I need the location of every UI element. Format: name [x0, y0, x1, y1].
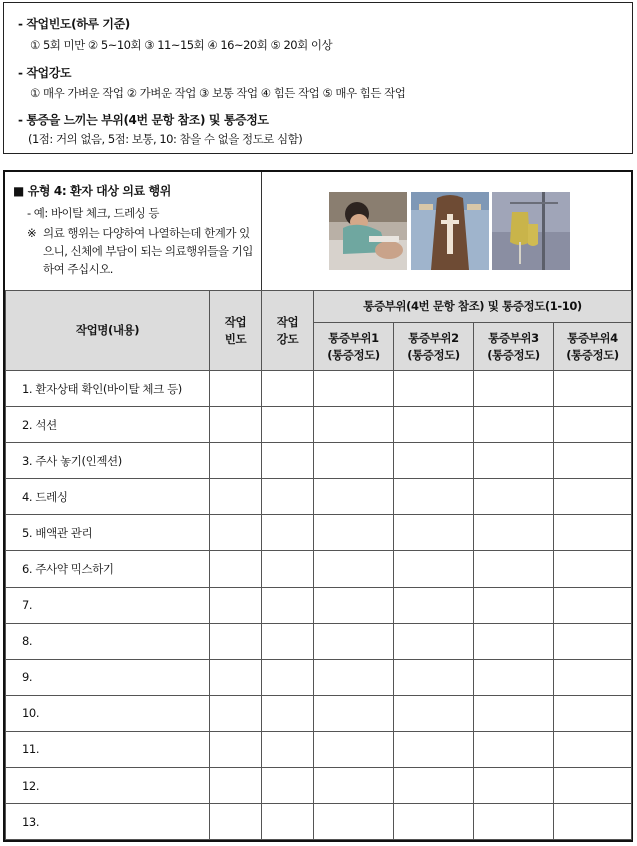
task-name-cell: 9. — [6, 659, 210, 695]
pain-info-heading: - 통증을 느끼는 부위(4번 문항 참조) 및 통증정도 — [18, 113, 269, 127]
table-row — [6, 443, 632, 479]
task-name-cell: 1. 환자상태 확인(바이탈 체크 등) — [6, 371, 210, 407]
pain-group-header: 통증부위(4번 문항 참조) 및 통증정도(1-10) — [314, 291, 632, 323]
pain-site-4-cell[interactable] — [554, 371, 632, 407]
task-name-cell: 5. 배액관 관리 — [6, 515, 210, 551]
work-frequency-options: ① 5회 미만 ② 5~10회 ③ 11~15회 ④ 16~20회 ⑤ 20회 이상 — [30, 38, 333, 52]
table-row — [6, 768, 632, 804]
pain-site-4-cell[interactable] — [554, 623, 632, 659]
pain-site-4-cell[interactable] — [554, 443, 632, 479]
pain-site-2-cell[interactable] — [394, 407, 474, 443]
survey-instructions-box — [3, 2, 633, 154]
frequency-cell[interactable] — [210, 768, 262, 804]
table-row — [6, 695, 632, 731]
pain-site-2-cell[interactable] — [394, 695, 474, 731]
frequency-cell[interactable] — [210, 804, 262, 840]
type-title-text: 유형 4: 환자 대상 의료 행위 — [27, 184, 171, 198]
task-name-cell: 12. — [6, 768, 210, 804]
pain-site-1-cell[interactable] — [314, 587, 394, 623]
pain-site-2-header: 통증부위2 (통증정도) — [394, 323, 474, 371]
pain-site-3-cell[interactable] — [474, 623, 554, 659]
pain-site-1-cell[interactable] — [314, 768, 394, 804]
pain-site-1-cell[interactable] — [314, 443, 394, 479]
table-row — [6, 731, 632, 767]
pain-site-2-cell[interactable] — [394, 551, 474, 587]
pain-site-3-cell[interactable] — [474, 371, 554, 407]
note-mark-icon: ※ — [27, 226, 37, 240]
frequency-cell[interactable] — [210, 695, 262, 731]
task-name-cell: 7. — [6, 587, 210, 623]
pain-site-2-cell[interactable] — [394, 443, 474, 479]
pain-site-3-cell[interactable] — [474, 659, 554, 695]
pain-site-4-cell[interactable] — [554, 587, 632, 623]
intensity-cell[interactable] — [262, 515, 314, 551]
pain-site-3-cell[interactable] — [474, 804, 554, 840]
intensity-cell[interactable] — [262, 695, 314, 731]
medical-procedure-survey-table — [3, 170, 633, 842]
intensity-cell[interactable] — [262, 731, 314, 767]
pain-site-4-cell[interactable] — [554, 479, 632, 515]
work-intensity-heading: - 작업강도 — [18, 66, 72, 80]
pain-site-2-cell[interactable] — [394, 804, 474, 840]
frequency-cell[interactable] — [210, 587, 262, 623]
pain-site-2-cell[interactable] — [394, 371, 474, 407]
pain-site-1-cell[interactable] — [314, 551, 394, 587]
pain-site-3-header: 통증부위3 (통증정도) — [474, 323, 554, 371]
pain-site-4-cell[interactable] — [554, 804, 632, 840]
pain-site-1-cell[interactable] — [314, 407, 394, 443]
pain-site-2-cell[interactable] — [394, 479, 474, 515]
work-intensity-header: 작업 강도 — [262, 291, 314, 371]
task-name-cell: 3. 주사 놓기(인젝션) — [6, 443, 210, 479]
intensity-cell[interactable] — [262, 551, 314, 587]
pain-site-3-cell[interactable] — [474, 731, 554, 767]
frequency-cell[interactable] — [210, 659, 262, 695]
pain-site-2-cell[interactable] — [394, 768, 474, 804]
table-row — [6, 407, 632, 443]
intensity-cell[interactable] — [262, 443, 314, 479]
pain-site-4-cell[interactable] — [554, 407, 632, 443]
table-row — [6, 371, 632, 407]
intensity-cell[interactable] — [262, 407, 314, 443]
task-name-cell: 8. — [6, 623, 210, 659]
pain-site-2-cell[interactable] — [394, 731, 474, 767]
pain-site-4-cell[interactable] — [554, 515, 632, 551]
pain-site-3-cell[interactable] — [474, 768, 554, 804]
table-row — [6, 623, 632, 659]
pain-site-1-cell[interactable] — [314, 623, 394, 659]
pain-site-1-cell[interactable] — [314, 659, 394, 695]
intensity-cell[interactable] — [262, 479, 314, 515]
pain-site-1-cell[interactable] — [314, 804, 394, 840]
intensity-cell[interactable] — [262, 804, 314, 840]
frequency-cell[interactable] — [210, 551, 262, 587]
pain-site-4-header: 통증부위4 (통증정도) — [554, 323, 632, 371]
pain-site-3-cell[interactable] — [474, 587, 554, 623]
pain-site-3-cell[interactable] — [474, 515, 554, 551]
work-frequency-heading: - 작업빈도(하루 기준) — [18, 17, 130, 31]
pain-site-1-cell[interactable] — [314, 695, 394, 731]
frequency-cell[interactable] — [210, 371, 262, 407]
pain-site-2-cell[interactable] — [394, 587, 474, 623]
pain-site-4-cell[interactable] — [554, 768, 632, 804]
frequency-cell[interactable] — [210, 407, 262, 443]
frequency-cell[interactable] — [210, 479, 262, 515]
type-example: - 예: 바이탈 체크, 드레싱 등 — [27, 206, 160, 220]
table-row — [6, 515, 632, 551]
frequency-cell[interactable] — [210, 623, 262, 659]
frequency-cell[interactable] — [210, 515, 262, 551]
intensity-cell[interactable] — [262, 587, 314, 623]
pain-site-4-cell[interactable] — [554, 695, 632, 731]
pain-site-1-header: 통증부위1 (통증정도) — [314, 323, 394, 371]
pain-site-4-cell[interactable] — [554, 659, 632, 695]
pain-site-4-cell[interactable] — [554, 551, 632, 587]
pain-site-1-cell[interactable] — [314, 371, 394, 407]
table-row — [6, 659, 632, 695]
task-name-cell: 10. — [6, 695, 210, 731]
intensity-cell[interactable] — [262, 659, 314, 695]
pain-site-2-cell[interactable] — [394, 659, 474, 695]
pain-site-1-cell[interactable] — [314, 731, 394, 767]
iv-bag-photo — [492, 192, 570, 270]
pain-site-1-cell[interactable] — [314, 479, 394, 515]
bullet-icon: ■ — [13, 184, 24, 198]
table-row — [6, 587, 632, 623]
intensity-cell[interactable] — [262, 623, 314, 659]
pain-site-2-cell[interactable] — [394, 515, 474, 551]
type-title — [13, 182, 171, 199]
task-name-cell: 4. 드레싱 — [6, 479, 210, 515]
table-row — [6, 804, 632, 840]
pain-site-1-cell[interactable] — [314, 515, 394, 551]
type-note — [27, 224, 259, 278]
frequency-cell[interactable] — [210, 731, 262, 767]
task-name-cell: 6. 주사약 믹스하기 — [6, 551, 210, 587]
pain-site-3-cell[interactable] — [474, 551, 554, 587]
pain-site-4-cell[interactable] — [554, 731, 632, 767]
pain-site-3-cell[interactable] — [474, 479, 554, 515]
task-name-cell: 11. — [6, 731, 210, 767]
task-name-header: 작업명(내용) — [6, 291, 210, 371]
nurse-vital-check-photo — [329, 192, 407, 270]
type-note-text: 의료 행위는 다양하여 나열하는데 한계가 있으니, 신체에 부담이 되는 의료행위들을 기입하여 주십시오. — [43, 226, 253, 276]
work-frequency-header: 작업 빈도 — [210, 291, 262, 371]
pain-site-3-cell[interactable] — [474, 443, 554, 479]
pain-scale-description: (1점: 거의 없음, 5점: 보통, 10: 참을 수 없을 정도로 심함) — [28, 132, 303, 146]
task-name-cell: 2. 석션 — [6, 407, 210, 443]
pain-site-3-cell[interactable] — [474, 695, 554, 731]
intensity-cell[interactable] — [262, 371, 314, 407]
work-intensity-options: ① 매우 가벼운 작업 ② 가벼운 작업 ③ 보통 작업 ④ 힘든 작업 ⑤ 매우 힘든 작업 — [30, 86, 406, 100]
table-row — [6, 479, 632, 515]
pain-site-2-cell[interactable] — [394, 623, 474, 659]
type-section-header — [5, 172, 261, 290]
procedure-photos — [261, 172, 632, 290]
procedure-grid — [5, 290, 632, 840]
table-row — [6, 551, 632, 587]
intensity-cell[interactable] — [262, 768, 314, 804]
dressing-photo — [411, 192, 489, 270]
frequency-cell[interactable] — [210, 443, 262, 479]
pain-site-3-cell[interactable] — [474, 407, 554, 443]
task-name-cell: 13. — [6, 804, 210, 840]
